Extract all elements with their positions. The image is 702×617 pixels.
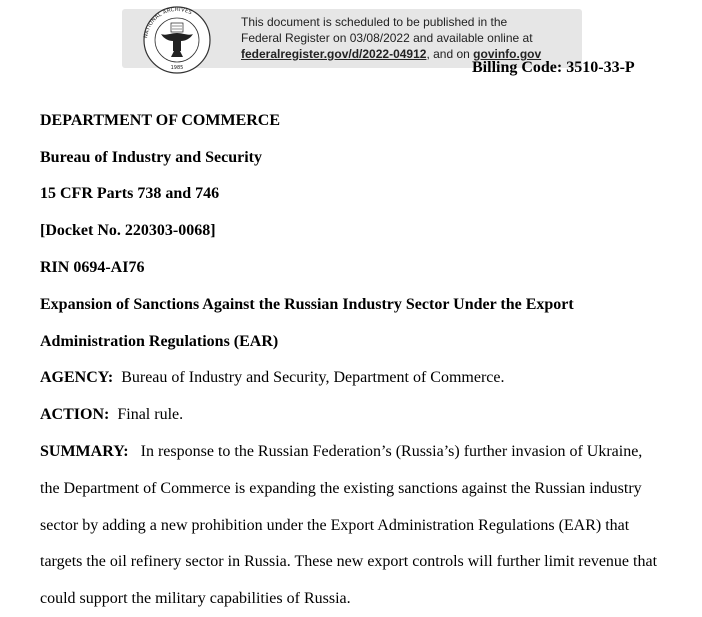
- summary-line-5: could support the military capabilities of Russia.: [40, 590, 351, 607]
- federalregister-link[interactable]: federalregister.gov/d/2022-04912: [241, 47, 427, 61]
- summary-line-3: sector by adding a new prohibition under the Export Administration Regulations (EAR) that: [40, 517, 630, 534]
- national-archives-seal-icon: [138, 3, 216, 75]
- cfr-parts: 15 CFR Parts 738 and 746: [40, 185, 220, 202]
- rule-title-line-2: Administration Regulations (EAR): [40, 333, 279, 350]
- action-label: ACTION:: [40, 406, 110, 423]
- summary-line-2: the Department of Commerce is expanding the existing sanctions against the Russian industry: [40, 480, 642, 497]
- agency-section: [40, 368, 505, 388]
- banner-line-1: This document is scheduled to be published in the: [241, 15, 508, 29]
- docket-number: [Docket No. 220303-0068]: [40, 222, 216, 239]
- summary-line-4: targets the oil refinery sector in Russia. These new export controls will further limit revenue that: [40, 553, 658, 570]
- summary-text-1: In response to the Russian Federation’s (Russia’s) further invasion of Ukraine,: [140, 443, 643, 460]
- bureau-heading: Bureau of Industry and Security: [40, 149, 262, 166]
- seal-arc-text: NATIONAL ARCHIVES: [143, 6, 193, 39]
- agency-value: Bureau of Industry and Security, Department of Commerce.: [121, 369, 505, 386]
- department-heading: DEPARTMENT OF COMMERCE: [40, 112, 281, 129]
- summary-label: SUMMARY:: [40, 443, 129, 460]
- banner-text: [241, 14, 581, 62]
- billing-code: [472, 60, 635, 76]
- action-value: Final rule.: [117, 406, 184, 423]
- action-section: [40, 405, 183, 425]
- billing-code-text: Billing Code: 3510-33-P: [472, 60, 635, 76]
- banner-line-2: Federal Register on 03/08/2022 and available online at: [241, 31, 533, 45]
- agency-label: AGENCY:: [40, 369, 114, 386]
- rin-number: RIN 0694-AI76: [40, 259, 145, 276]
- banner-link-separator: , and on: [426, 47, 474, 61]
- govinfo-link[interactable]: govinfo.gov: [473, 47, 542, 61]
- seal-year: 1985: [170, 65, 184, 71]
- rule-title-line-1: Expansion of Sanctions Against the Russian Industry Sector Under the Export: [40, 296, 574, 313]
- summary-line-1: [40, 442, 642, 462]
